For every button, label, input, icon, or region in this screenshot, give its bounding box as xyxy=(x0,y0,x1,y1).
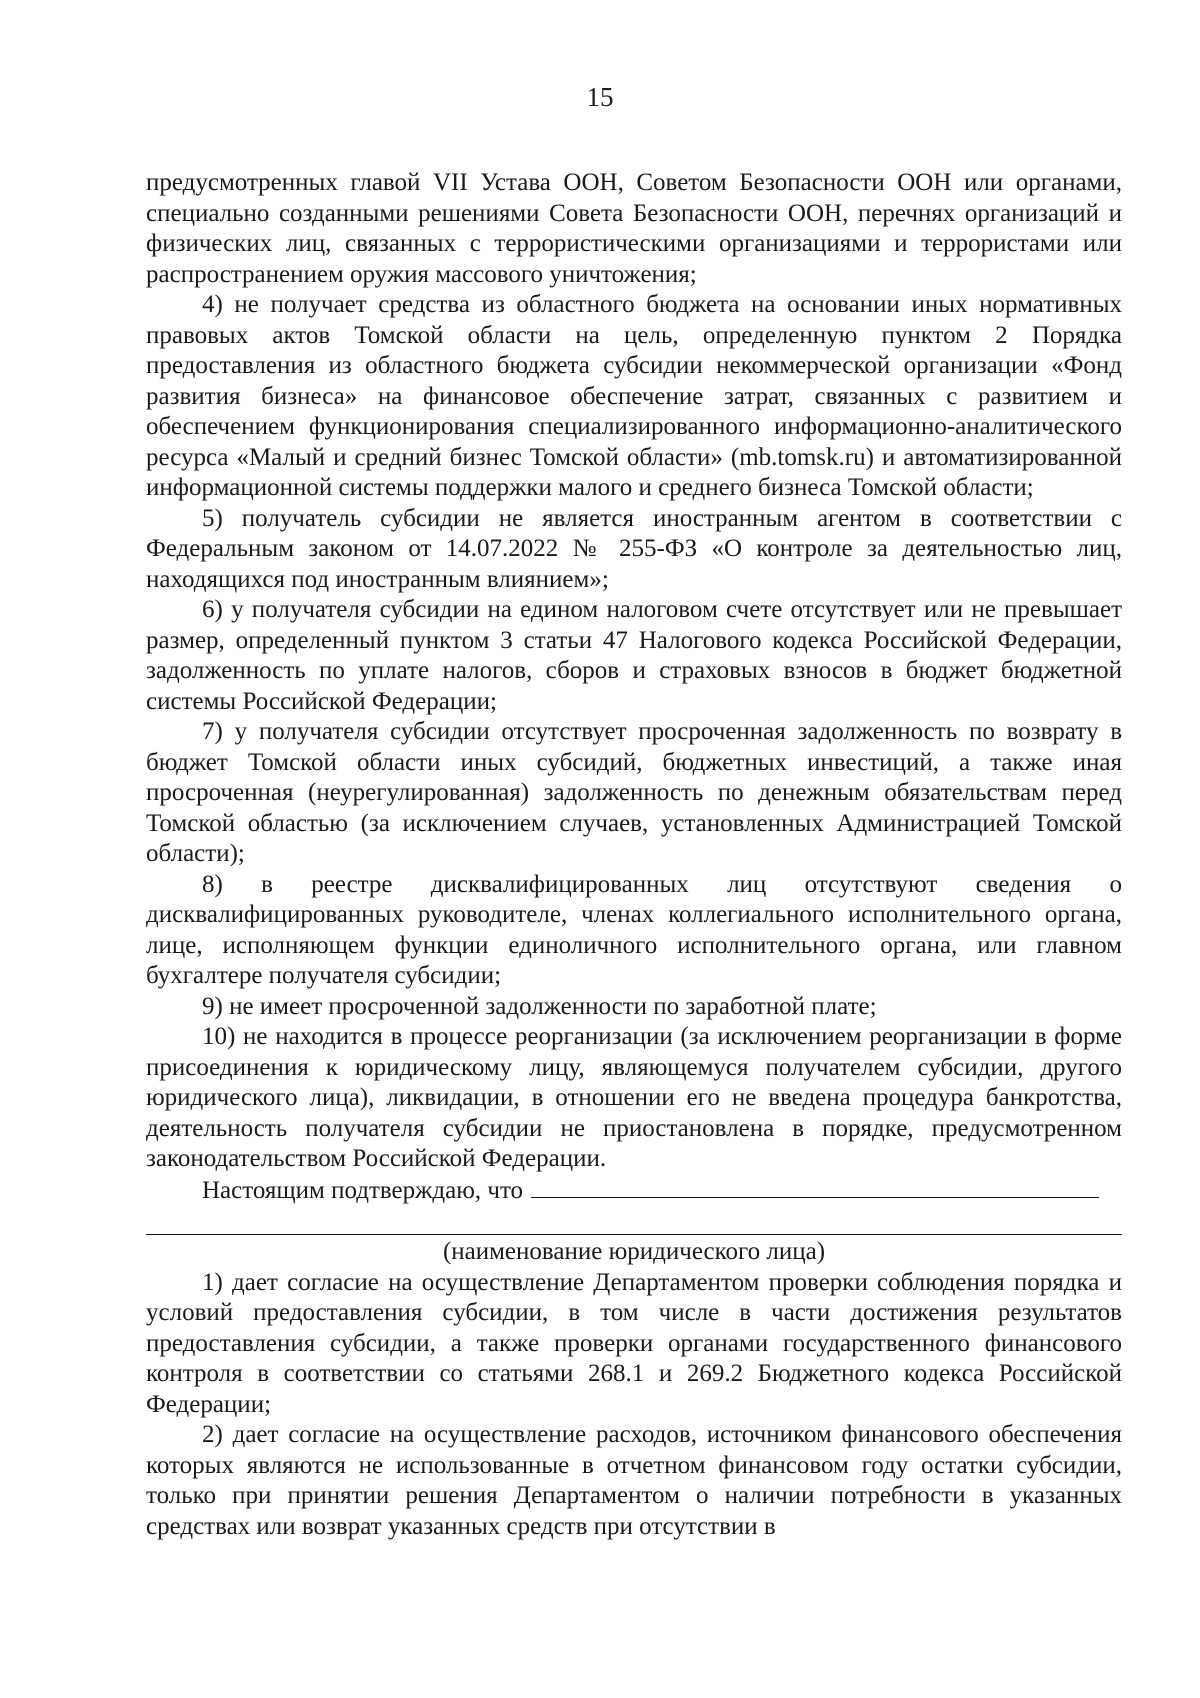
document-body xyxy=(146,168,1122,1542)
paragraph-item-8: 8) в реестре дисквалифицированных лиц отсутствуют сведения о дисквалифицированных руководителе, членах коллегиального исполнительного органа, лице, исполняющем функции единоличного исполнительного органа, или главном бухгалтере получателя субсидии; xyxy=(146,870,1122,989)
page-number: 15 xyxy=(586,82,614,112)
paragraph-item-10: 10) не находится в процессе реорганизации (за исключением реорганизации в форме присоединения к юридическому лицу, являющемуся получателем субсидии, другого юридического лица), ликвидации, в отношении его не введена процедура банкротства, деятельность получателя субсидии не приостановлена в порядке, предусмотренном законодательством Российской Федерации. xyxy=(146,1023,1122,1172)
consent-item-1: 1) дает согласие на осуществление Департаментом проверки соблюдения порядка и условий предоставления субсидии, в том числе в части достижения результатов предоставления субсидии, а также проверки органами государственного финансового контроля в соответствии со статьями 268.1 и 269.2 Бюджетного кодекса Российской Федерации; xyxy=(146,1268,1122,1418)
paragraph-item-7: 7) у получателя субсидии отсутствует просроченная задолженность по возврату в бюджет Томской области иных субсидий, бюджетных инвестиций, а также иная просроченная (неурегулированная) задолженность по денежным обязательствам перед Томской областью (за исключением случаев, установленных Администрацией Томской области); xyxy=(146,718,1122,867)
entity-name-blank-line xyxy=(146,1206,1122,1235)
paragraph-item-5: 5) получатель субсидии не является иностранным агентом в соответствии с Федеральным законом от 14.07.2022 № 255-ФЗ «О контроле за деятельностью лиц, находящихся под иностранным влиянием»; xyxy=(146,504,1122,593)
paragraph-item-9: 9) не имеет просроченной задолженности по заработной плате; xyxy=(202,992,877,1020)
entity-name-caption: (наименование юридического лица) xyxy=(442,1238,826,1265)
paragraph-continuation: предусмотренных главой VII Устава ООН, Советом Безопасности ООН или органами, специально созданными решениями Совета Безопасности ООН, перечнях организаций и физических лиц, связанных с террористическими организациями и террористами или распространением оружия массового уничтожения; xyxy=(146,169,1122,288)
confirmation-text: Настоящим подтверждаю, что xyxy=(202,1176,524,1204)
consent-item-2: 2) дает согласие на осуществление расходов, источником финансового обеспечения которых являются не использованные в отчетном финансовом году остатки субсидии, только при принятии решения Департаментом о наличии потребности в указанных средствах или возврат указанных средств при отсутствии в xyxy=(146,1421,1122,1540)
confirmation-line xyxy=(146,1175,1122,1207)
paragraph-item-6: 6) у получателя субсидии на едином налоговом счете отсутствует или не превышает размер, определенный пунктом 3 статьи 47 Налогового кодекса Российской Федерации, задолженность по уплате налогов, сборов и страховых взносов в бюджет бюджетной системы Российской Федерации; xyxy=(146,596,1122,715)
entity-name-blank xyxy=(531,1175,1099,1198)
paragraph-item-4: 4) не получает средства из областного бюджета на основании иных нормативных правовых актов Томской области на цель, определенную пунктом 2 Порядка предоставления из областного бюджета субсидии некоммерческой организации «Фонд развития бизнеса» на финансовое обеспечение затрат, связанных с развитием и обеспечением функционирования специализированного информационно-аналитического ресурса «Малый и средний бизнес Томской области» (mb.tomsk.ru) и автоматизированной информационной системы поддержки малого и среднего бизнеса Томской области; xyxy=(146,291,1122,501)
